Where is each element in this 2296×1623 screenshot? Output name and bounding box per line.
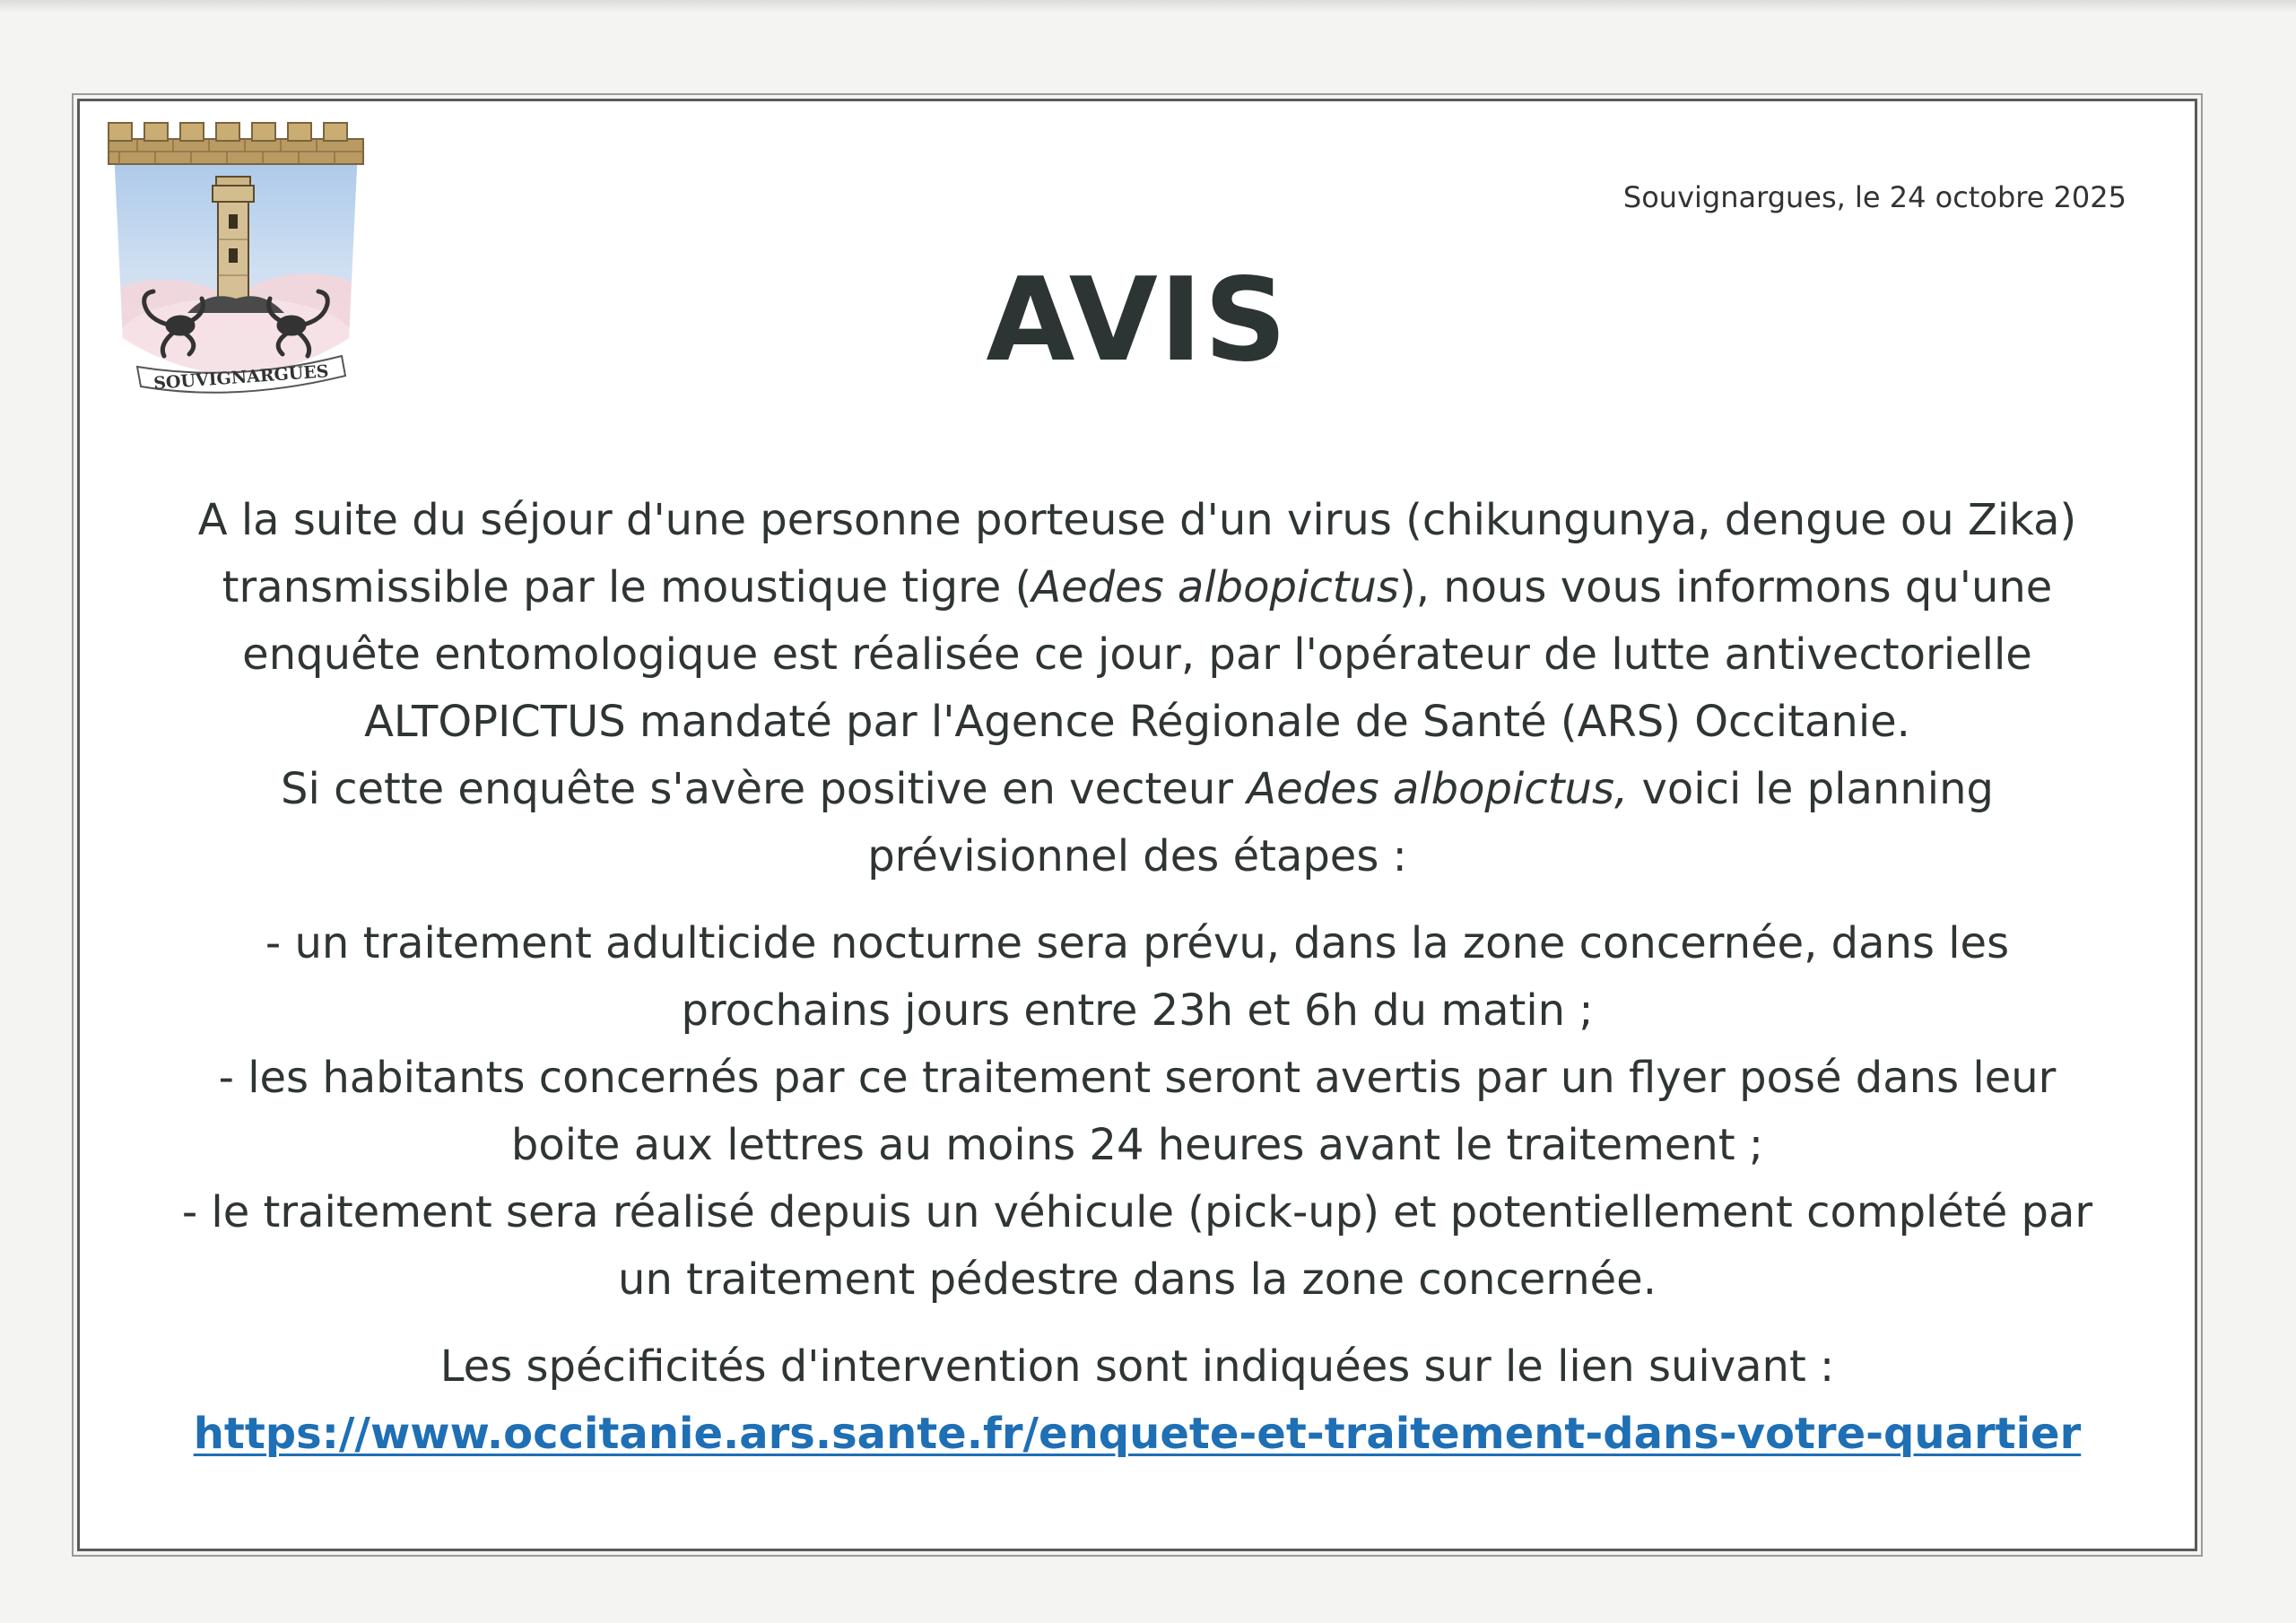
step-line: boite aux lettres au moins 24 heures avant le traitement ; [510, 1120, 1764, 1170]
footer-info [98, 1333, 2177, 1468]
intro-paragraph [98, 487, 2177, 890]
date-line: Souvignargues, le 24 octobre 2025 [1622, 180, 2126, 214]
ars-info-link[interactable]: https://www.occitanie.ars.sante.fr/enquete-et-traitement-dans-votre-quartier [193, 1409, 2082, 1459]
species-name: Aedes albopictus, [1247, 764, 1629, 814]
species-name: Aedes albopictus [1031, 562, 1399, 612]
step-line: - les habitants concernés par ce traitement seront avertis par un flyer posé dans leur [218, 1053, 2057, 1103]
intro-line: Si cette enquête s'avère positive en vecteur Aedes albopictus, voici le planning [281, 764, 1994, 814]
info-text: Les spécificités d'intervention sont indiquées sur le lien suivant : [439, 1341, 1835, 1392]
intro-line: A la suite du séjour d'une personne porteuse d'un virus (chikungunya, dengue ou Zika) [197, 495, 2077, 545]
intro-line: enquête entomologique est réalisée ce jour, par l'opérateur de lutte antivectorielle [242, 629, 2032, 680]
crest-banner-text: SOUVIGNARGUES [152, 361, 330, 394]
page-title: AVIS [986, 254, 1289, 387]
notice-body [98, 487, 2177, 1468]
step-line: - le traitement sera réalisé depuis un véhicule (pick-up) et potentiellement complété par [181, 1187, 2093, 1237]
steps-list [98, 910, 2177, 1314]
step-line: - un traitement adulticide nocturne sera prévu, dans la zone concernée, dans les [265, 918, 2010, 968]
notice-frame [77, 99, 2197, 1551]
step-line: un traitement pédestre dans la zone concernée. [618, 1254, 1657, 1305]
step-line: prochains jours entre 23h et 6h du matin ; [681, 985, 1594, 1036]
intro-line: ALTOPICTUS mandaté par l'Agence Régionale de Santé (ARS) Occitanie. [364, 697, 1910, 747]
scan-edge [0, 0, 2296, 13]
intro-line: prévisionnel des étapes : [867, 831, 1407, 881]
intro-line: transmissible par le moustique tigre (Aedes albopictus), nous vous informons qu'une [222, 562, 2053, 612]
